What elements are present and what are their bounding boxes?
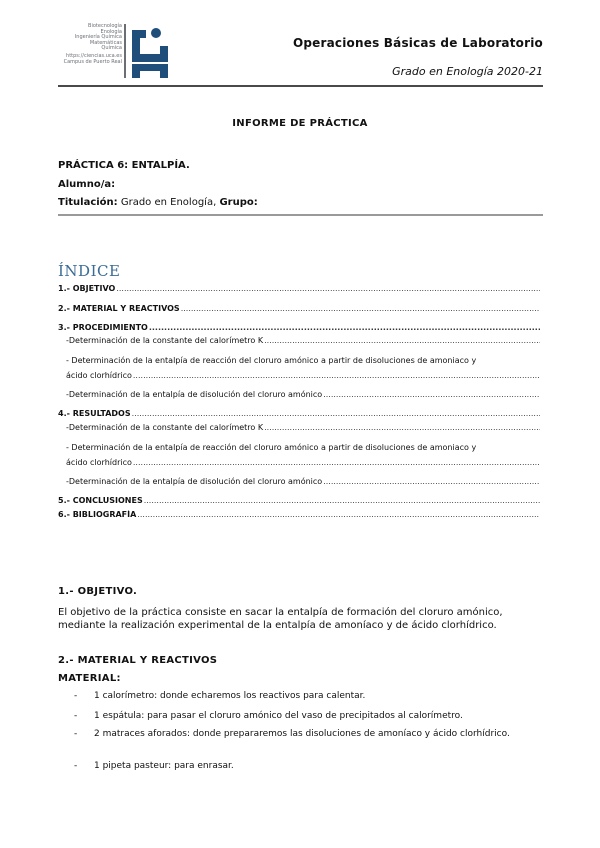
- toc-label: ácido clorhídrico: [66, 371, 132, 380]
- section-divider: [58, 214, 543, 216]
- toc-label: 4.- RESULTADOS: [58, 409, 131, 418]
- toc-subitem[interactable]: [66, 336, 540, 345]
- toc-item[interactable]: [58, 510, 540, 519]
- course-subtitle: Grado en Enología 2020-21: [392, 65, 543, 78]
- toc-subitem[interactable]: [66, 477, 540, 486]
- logo-line: Química: [101, 45, 122, 52]
- toc-leader: [181, 304, 540, 313]
- toc-subitem-wrapped[interactable]: [66, 440, 536, 455]
- logo-campus: Campus de Puerto Real: [63, 58, 122, 65]
- toc-item[interactable]: [58, 323, 540, 332]
- toc-leader: [144, 496, 540, 505]
- degree-value: Grado en Enología,: [117, 197, 220, 208]
- bullet: -: [74, 761, 78, 771]
- materials-subheading: MATERIAL:: [58, 673, 121, 684]
- toc-item[interactable]: [58, 284, 540, 293]
- student-label: Alumno/a:: [58, 179, 116, 190]
- toc-label: -Determinación de la entalpía de disolución del cloruro amónico: [66, 390, 323, 399]
- toc-leader: [116, 284, 540, 293]
- list-item-text: 1 calorímetro: donde echaremos los reactivos para calentar.: [94, 691, 366, 701]
- logo-line: Ingeniería Química: [74, 34, 122, 41]
- logo-line: Matemáticas: [89, 39, 122, 46]
- toc-subitem-cont[interactable]: [66, 458, 540, 467]
- practice-title: PRÁCTICA 6: ENTALPÍA.: [58, 160, 190, 171]
- toc-label: - Determinación de la entalpía de reacción del cloruro amónico a partir de disoluciones de amoniaco y: [66, 356, 477, 365]
- index-heading: ÍNDICE: [58, 262, 121, 280]
- objective-text: El objetivo de la práctica consiste en sacar la entalpía de formación del cloruro amónico, mediante la realización experimental de la entalpía de amoníaco y de ácido clorhídrico.: [58, 607, 503, 631]
- toc-item[interactable]: [58, 304, 540, 313]
- bullet: -: [74, 711, 78, 721]
- list-item-text: 1 pipeta pasteur: para enrasar.: [94, 761, 234, 771]
- toc-leader: [137, 510, 540, 519]
- toc-leader: [264, 423, 540, 432]
- toc-subitem[interactable]: [66, 423, 540, 432]
- toc-leader: [133, 458, 540, 467]
- toc-label: 5.- CONCLUSIONES: [58, 496, 143, 505]
- list-item-text: 2 matraces aforados: donde prepararemos las disoluciones de amoníaco y ácido clorhídrico.: [94, 729, 510, 739]
- toc-label: -Determinación de la constante del calorímetro K: [66, 336, 264, 345]
- toc-label: ácido clorhídrico: [66, 458, 132, 467]
- logo-line: Biotecnología: [88, 23, 122, 29]
- toc-item[interactable]: [58, 496, 540, 505]
- header-divider: [58, 85, 543, 87]
- degree-line: [58, 197, 258, 208]
- toc-leader: [132, 409, 540, 418]
- toc-label: 1.- OBJETIVO: [58, 284, 116, 293]
- degree-label: Titulación:: [58, 197, 118, 208]
- toc-leader: [264, 336, 540, 345]
- group-label: Grupo:: [219, 197, 258, 208]
- toc-item[interactable]: [58, 409, 540, 418]
- logo-url: https://ciencias.uca.es: [66, 52, 122, 59]
- toc-label: -Determinación de la constante del calorímetro K: [66, 423, 264, 432]
- bullet: -: [74, 729, 78, 739]
- report-heading: INFORME DE PRÁCTICA: [232, 118, 368, 129]
- toc-label: - Determinación de la entalpía de reacción del cloruro amónico a partir de disoluciones de amoniaco y: [66, 443, 477, 452]
- toc-label: -Determinación de la entalpía de disolución del cloruro amónico: [66, 477, 323, 486]
- materials-heading: 2.- MATERIAL Y REACTIVOS: [58, 655, 218, 666]
- course-title: Operaciones Básicas de Laboratorio: [292, 36, 543, 50]
- toc-label: 6.- BIBLIOGRAFÍA: [58, 510, 137, 519]
- toc-subitem-wrapped[interactable]: [66, 353, 536, 368]
- toc-leader: [323, 477, 540, 486]
- toc-subitem-cont[interactable]: [66, 371, 540, 380]
- list-item-text: 1 espátula: para pasar el cloruro amónico del vaso de precipitados al calorímetro.: [94, 711, 463, 721]
- toc-leader: [149, 323, 540, 332]
- logo-line: Enología: [100, 28, 122, 35]
- toc-leader: [133, 371, 540, 380]
- toc-leader: [323, 390, 540, 399]
- toc-subitem[interactable]: [66, 390, 540, 399]
- objective-heading: 1.- OBJETIVO.: [58, 586, 138, 597]
- faculty-logo-mark: [124, 24, 170, 78]
- toc-label: 3.- PROCEDIMIENTO: [58, 323, 148, 332]
- faculty-logo-text: [58, 24, 122, 65]
- toc-label: 2.- MATERIAL Y REACTIVOS: [58, 304, 180, 313]
- bullet: -: [74, 691, 78, 701]
